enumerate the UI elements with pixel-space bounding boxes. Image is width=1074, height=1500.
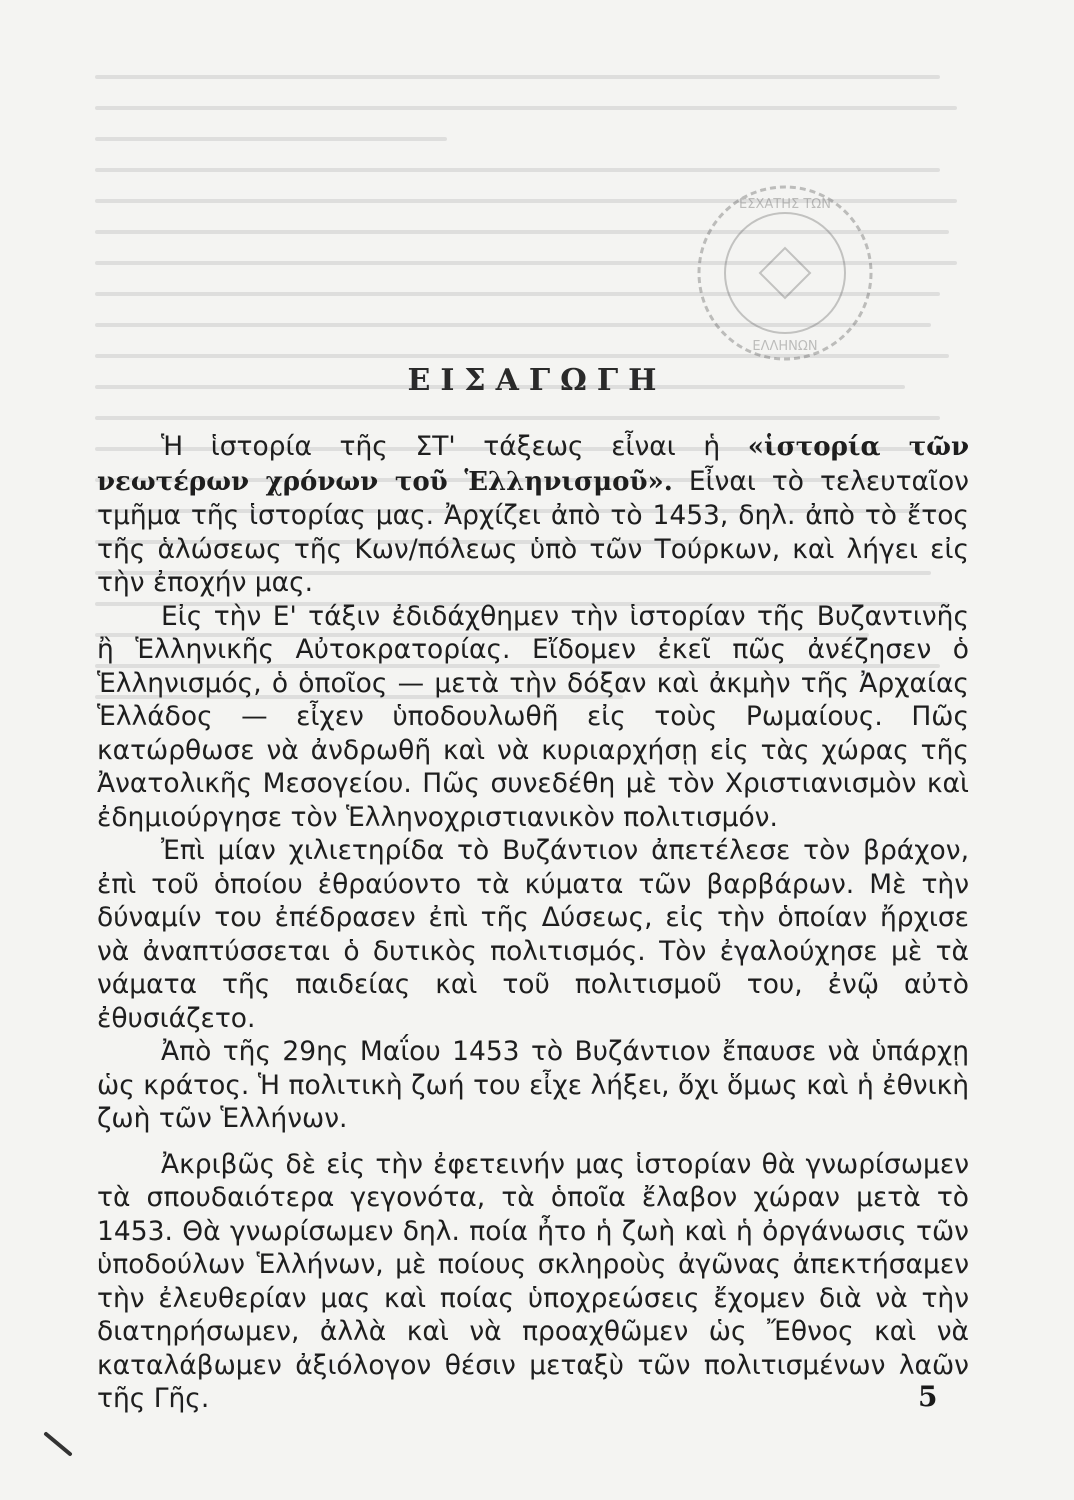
paragraph: Ἀπὸ τῆς 29ης Μαΐου 1453 τὸ Βυζάντιον ἔπαυσε νὰ ὑπάρχῃ ὡς κράτος. Ἡ πολιτικὴ ζωή του εἶχε λήξει, ὄχι ὅμως καὶ ἡ ἐθνικὴ ζωὴ τῶν Ἑλλήνων. (97, 1036, 969, 1134)
page-number: 5 (918, 1380, 938, 1413)
paragraph: Ἐπὶ μίαν χιλιετηρίδα τὸ Βυζάντιον ἀπετέλεσε τὸν βράχον, ἐπὶ τοῦ ὁποίου ἐθραύοντο τὰ κύματα τῶν βαρβάρων. Μὲ τὴν δύναμίν του ἐπέδρασεν ἐπὶ τῆς Δύσεως, εἰς τὴν ὁποίαν ἤρχισε νὰ ἀναπτύσσεται ὁ δυτικὸς πολιτισμός. Τὸν ἐγαλούχησε μὲ τὰ νάματα τῆς παιδείας καὶ τοῦ πολιτισμοῦ του, ἐνῷ αὐτὸ ἐθυσιάζετο. (97, 835, 969, 1034)
paragraph (97, 430, 969, 600)
svg-text:ΕΣΧΑΤΗΣ ΤΩΝ: ΕΣΧΑΤΗΣ ΤΩΝ (739, 197, 831, 212)
body-text (97, 430, 969, 1416)
chapter-title: ΕΙΣΑΓΩΓΗ (407, 363, 667, 399)
paragraph-text: Εἶναι τὸ τελευταῖον τμῆμα τῆς ἱστορίας μας. Ἀρχίζει ἀπὸ τὸ 1453, δηλ. ἀπὸ τὸ ἔτος τῆς ἁλώσεως τῆς Κων/πόλεως ὑπὸ τῶν Τούρκων, καὶ λήγει εἰς τὴν ἐποχήν μας. (97, 465, 969, 598)
paragraph: Ἀκριβῶς δὲ εἰς τὴν ἐφετεινήν μας ἱστορίαν θὰ γνωρίσωμεν τὰ σπουδαιότερα γεγονότα, τὰ ὁποῖα ἔλαβον χώραν μετὰ τὸ 1453. Θὰ γνωρίσωμεν δηλ. ποία ἦτο ἡ ζωὴ καὶ ἡ ὀργάνωσις τῶν ὑποδούλων Ἑλλήνων, μὲ ποίους σκληροὺς ἀγῶνας ἀπεκτήσαμεν τὴν ἐλευθερίαν μας καὶ ποίας ὑποχρεώσεις ἔχομεν διὰ νὰ τὴν διατηρήσωμεν, ἀλλὰ καὶ νὰ προαχθῶμεν ὡς Ἔθνος καὶ νὰ καταλάβωμεν ἀξιόλογον θέσιν μεταξὺ τῶν πολιτισμένων λαῶν τῆς Γῆς. (97, 1148, 969, 1414)
svg-text:ΕΛΛΗΝΩΝ: ΕΛΛΗΝΩΝ (752, 339, 818, 354)
paragraph-text: Ἡ ἱστορία τῆς ΣΤ' τάξεως εἶναι ἡ (161, 431, 748, 462)
paragraph: Εἰς τὴν Ε' τάξιν ἐδιδάχθημεν τὴν ἱστορίαν τῆς Βυζαντινῆς ἢ Ἑλληνικῆς Αὐτοκρατορίας. Εἴδομεν ἐκεῖ πῶς ἀνέζησεν ὁ Ἑλληνισμός, ὁ ὁποῖος — μετὰ τὴν δόξαν καὶ ἀκμὴν τῆς Ἀρχαίας Ἑλλάδος — εἶχεν ὑποδουλωθῆ εἰς τοὺς Ρωμαίους. Πῶς κατώρθωσε νὰ ἀνδρωθῆ καὶ νὰ κυριαρχήσῃ εἰς τὰς χώρας τῆς Ἀνατολικῆς Μεσογείου. Πῶς συνεδέθη μὲ τὸν Χριστιανισμὸν καὶ ἐδημιούργησε τὸν Ἑλληνοχριστιανικὸν πολιτισμόν. (97, 600, 969, 833)
library-stamp (690, 178, 880, 368)
pencil-mark-icon (42, 1430, 76, 1460)
emphasized-phrase: «ἱστορία τῶν νεωτέρων χρόνων τοῦ Ἑλληνισμοῦ». (97, 432, 969, 497)
